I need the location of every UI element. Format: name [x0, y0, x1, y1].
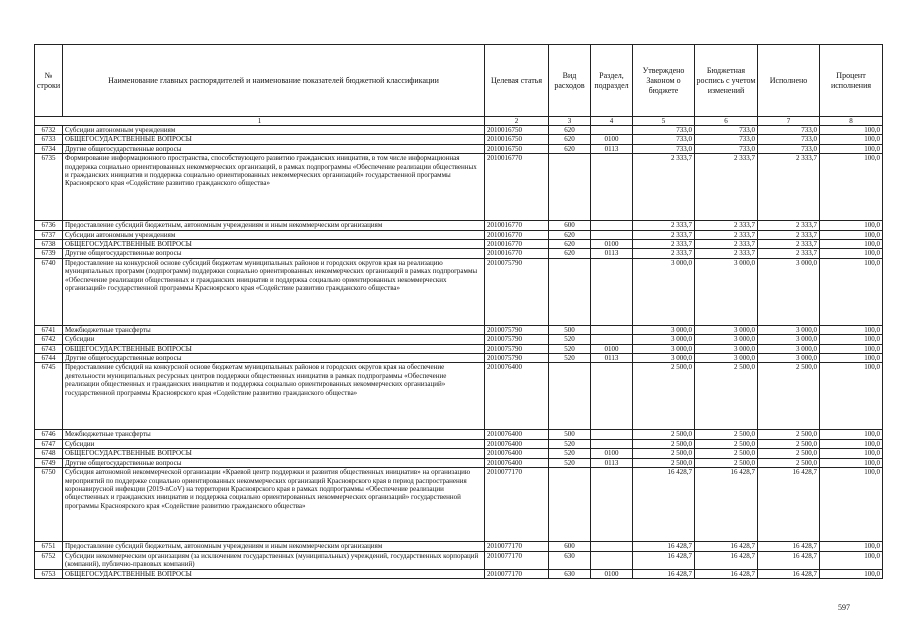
table-row	[35, 135, 883, 144]
row-expense-type: 630	[549, 551, 591, 569]
row-executed: 733,0	[758, 126, 820, 135]
row-section	[591, 154, 633, 221]
row-name: Другие общегосударственные вопросы	[63, 354, 485, 363]
row-budget-list: 3 000,0	[695, 344, 758, 353]
table-row	[35, 439, 883, 448]
row-expense-type: 600	[549, 221, 591, 230]
table-row	[35, 230, 883, 239]
row-section	[591, 551, 633, 569]
row-target: 2010016750	[485, 144, 549, 153]
row-expense-type: 620	[549, 249, 591, 258]
row-number: 6748	[35, 449, 63, 458]
row-percent: 100,0	[820, 344, 883, 353]
row-expense-type: 520	[549, 449, 591, 458]
col-number: 7	[758, 117, 820, 126]
header-name: Наименование главных распорядителей и наименование показателей бюджетной классификации	[63, 45, 485, 117]
row-expense-type: 630	[549, 569, 591, 578]
row-name: Предоставление субсидий бюджетным, автономным учреждениям и иным некоммерческим организациям	[63, 542, 485, 551]
row-percent: 100,0	[820, 221, 883, 230]
row-number: 6739	[35, 249, 63, 258]
row-executed: 2 333,7	[758, 249, 820, 258]
row-approved: 16 428,7	[633, 468, 695, 542]
row-percent: 100,0	[820, 249, 883, 258]
col-number: 3	[549, 117, 591, 126]
row-expense-type: 520	[549, 439, 591, 448]
row-section	[591, 325, 633, 334]
col-number: 4	[591, 117, 633, 126]
row-percent: 100,0	[820, 335, 883, 344]
row-name: ОБЩЕГОСУДАРСТВЕННЫЕ ВОПРОСЫ	[63, 569, 485, 578]
row-number: 6746	[35, 430, 63, 439]
row-expense-type: 620	[549, 135, 591, 144]
table-row	[35, 354, 883, 363]
row-expense-type: 620	[549, 126, 591, 135]
row-name: Субсидии	[63, 335, 485, 344]
row-executed: 2 333,7	[758, 230, 820, 239]
col-number: 5	[633, 117, 695, 126]
row-approved: 2 500,0	[633, 439, 695, 448]
row-number: 6749	[35, 458, 63, 467]
row-approved: 733,0	[633, 144, 695, 153]
row-target: 2010016770	[485, 249, 549, 258]
header-executed: Исполнено	[758, 45, 820, 117]
row-target: 2010077170	[485, 569, 549, 578]
row-executed: 2 500,0	[758, 363, 820, 430]
row-target: 2010077170	[485, 468, 549, 542]
row-budget-list: 3 000,0	[695, 325, 758, 334]
row-executed: 16 428,7	[758, 468, 820, 542]
row-percent: 100,0	[820, 439, 883, 448]
row-target: 2010076400	[485, 430, 549, 439]
row-executed: 733,0	[758, 144, 820, 153]
row-budget-list: 3 000,0	[695, 335, 758, 344]
row-percent: 100,0	[820, 468, 883, 542]
row-number: 6753	[35, 569, 63, 578]
row-name: Субсидии	[63, 439, 485, 448]
row-budget-list: 2 333,7	[695, 249, 758, 258]
row-budget-list: 2 500,0	[695, 458, 758, 467]
row-executed: 2 333,7	[758, 240, 820, 249]
row-section	[591, 126, 633, 135]
row-executed: 3 000,0	[758, 344, 820, 353]
col-number: 2	[485, 117, 549, 126]
row-approved: 3 000,0	[633, 344, 695, 353]
table-row	[35, 325, 883, 334]
row-percent: 100,0	[820, 363, 883, 430]
row-budget-list: 3 000,0	[695, 354, 758, 363]
row-executed: 2 500,0	[758, 458, 820, 467]
row-number: 6735	[35, 154, 63, 221]
row-name: ОБЩЕГОСУДАРСТВЕННЫЕ ВОПРОСЫ	[63, 240, 485, 249]
row-percent: 100,0	[820, 135, 883, 144]
row-name: Межбюджетные трансферты	[63, 325, 485, 334]
row-name: Формирование информационного пространства, способствующего развитию гражданских инициатив, в том числе информационная поддержка социально ориентированных некоммерческих организаций, в рамках подпрограммы «Обеспечение реализации общественных и гражданских инициатив и поддержка социально ориентированных некоммерческих организаций» государственной программы Красноярского края «Содействие развитию гражданского общества»	[63, 154, 485, 221]
row-name: Субсидии некоммерческим организациям (за исключением государственных (муниципальных) учреждений, государственных корпораций (компаний), публично-правовых компаний)	[63, 551, 485, 569]
row-percent: 100,0	[820, 551, 883, 569]
row-number: 6741	[35, 325, 63, 334]
row-approved: 2 500,0	[633, 430, 695, 439]
row-target: 2010075790	[485, 344, 549, 353]
row-budget-list: 2 333,7	[695, 240, 758, 249]
row-approved: 733,0	[633, 135, 695, 144]
header-row-no: № строки	[35, 45, 63, 117]
row-number: 6738	[35, 240, 63, 249]
row-name: Другие общегосударственные вопросы	[63, 249, 485, 258]
row-approved: 3 000,0	[633, 354, 695, 363]
row-budget-list: 16 428,7	[695, 551, 758, 569]
column-number-row	[35, 117, 883, 126]
row-executed: 733,0	[758, 135, 820, 144]
row-target: 2010075790	[485, 335, 549, 344]
row-budget-list: 16 428,7	[695, 468, 758, 542]
row-approved: 2 500,0	[633, 458, 695, 467]
row-target: 2010075790	[485, 258, 549, 325]
row-target: 2010076400	[485, 363, 549, 430]
row-target: 2010076400	[485, 458, 549, 467]
row-approved: 3 000,0	[633, 335, 695, 344]
row-budget-list: 2 500,0	[695, 430, 758, 439]
row-executed: 2 333,7	[758, 154, 820, 221]
table-row	[35, 144, 883, 153]
row-target: 2010016750	[485, 126, 549, 135]
row-budget-list: 2 333,7	[695, 154, 758, 221]
row-executed: 16 428,7	[758, 569, 820, 578]
page-number: 597	[838, 603, 850, 612]
row-number: 6750	[35, 468, 63, 542]
row-percent: 100,0	[820, 154, 883, 221]
header-section: Раздел, подраздел	[591, 45, 633, 117]
row-name: Субсидии автономным учреждениям	[63, 126, 485, 135]
row-approved: 2 333,7	[633, 154, 695, 221]
row-percent: 100,0	[820, 542, 883, 551]
budget-table	[34, 44, 883, 579]
table-row	[35, 344, 883, 353]
table-row	[35, 154, 883, 221]
row-target: 2010077170	[485, 551, 549, 569]
table-header-row	[35, 45, 883, 117]
row-section	[591, 230, 633, 239]
row-name: ОБЩЕГОСУДАРСТВЕННЫЕ ВОПРОСЫ	[63, 135, 485, 144]
row-executed: 2 500,0	[758, 449, 820, 458]
row-name: Предоставление на конкурсной основе субсидий бюджетам муниципальных районов и городских округов края на реализацию муниципальных программ (подпрограмм) поддержки социально ориентированных некоммерческих организаций в рамках подпрограммы «Обеспечение реализации общественных и гражданских инициатив и поддержка социально ориентированных некоммерческих организаций» государственной программы Красноярского края «Содействие развитию гражданского общества»	[63, 258, 485, 325]
row-section: 0113	[591, 249, 633, 258]
row-section	[591, 468, 633, 542]
row-budget-list: 2 333,7	[695, 230, 758, 239]
row-expense-type: 620	[549, 144, 591, 153]
row-number: 6733	[35, 135, 63, 144]
row-expense-type: 520	[549, 344, 591, 353]
col-number: 1	[35, 117, 485, 126]
row-expense-type	[549, 258, 591, 325]
row-approved: 16 428,7	[633, 569, 695, 578]
row-number: 6740	[35, 258, 63, 325]
row-number: 6742	[35, 335, 63, 344]
row-number: 6745	[35, 363, 63, 430]
row-target: 2010016770	[485, 240, 549, 249]
header-expense-type: Вид расходов	[549, 45, 591, 117]
row-budget-list: 733,0	[695, 135, 758, 144]
row-name: Субсидия автономной некоммерческой организации «Краевой центр поддержки и развития общественных инициатив» на организацию мероприятий по поддержке социально ориентированных некоммерческих организаций Красноярского края в период распространения коронавирусной инфекции (2019-nCoV) на территории Красноярского края в рамках подпрограммы «Обеспечение реализации общественных и гражданских инициатив и поддержка социально ориентированных некоммерческих организаций» государственной программы Красноярского края «Содействие развитию гражданского общества»	[63, 468, 485, 542]
row-target: 2010077170	[485, 542, 549, 551]
row-target: 2010016770	[485, 154, 549, 221]
row-budget-list: 16 428,7	[695, 569, 758, 578]
table-row	[35, 335, 883, 344]
row-expense-type: 600	[549, 542, 591, 551]
row-name: ОБЩЕГОСУДАРСТВЕННЫЕ ВОПРОСЫ	[63, 449, 485, 458]
header-budget-list: Бюджетная роспись с учетом изменений	[695, 45, 758, 117]
row-approved: 2 333,7	[633, 249, 695, 258]
row-number: 6734	[35, 144, 63, 153]
row-name: Другие общегосударственные вопросы	[63, 458, 485, 467]
header-target: Целевая статья	[485, 45, 549, 117]
row-approved: 16 428,7	[633, 551, 695, 569]
row-number: 6736	[35, 221, 63, 230]
row-section: 0113	[591, 144, 633, 153]
table-row	[35, 468, 883, 542]
row-approved: 3 000,0	[633, 325, 695, 334]
table-row	[35, 449, 883, 458]
row-approved: 2 500,0	[633, 363, 695, 430]
row-approved: 2 333,7	[633, 240, 695, 249]
row-approved: 2 333,7	[633, 230, 695, 239]
row-number: 6744	[35, 354, 63, 363]
row-executed: 2 500,0	[758, 439, 820, 448]
table-row	[35, 258, 883, 325]
row-executed: 16 428,7	[758, 542, 820, 551]
row-approved: 2 333,7	[633, 221, 695, 230]
row-percent: 100,0	[820, 569, 883, 578]
row-target: 2010076400	[485, 439, 549, 448]
header-approved: Утверждено Законом о бюджете	[633, 45, 695, 117]
row-budget-list: 16 428,7	[695, 542, 758, 551]
table-row	[35, 363, 883, 430]
table-row	[35, 249, 883, 258]
row-approved: 733,0	[633, 126, 695, 135]
table-row	[35, 551, 883, 569]
row-percent: 100,0	[820, 240, 883, 249]
row-section: 0100	[591, 240, 633, 249]
row-section	[591, 363, 633, 430]
row-section: 0100	[591, 569, 633, 578]
row-section	[591, 221, 633, 230]
row-percent: 100,0	[820, 126, 883, 135]
row-section	[591, 542, 633, 551]
table-body	[35, 126, 883, 579]
row-target: 2010075790	[485, 354, 549, 363]
row-percent: 100,0	[820, 230, 883, 239]
table-row	[35, 542, 883, 551]
row-number: 6743	[35, 344, 63, 353]
row-executed: 2 333,7	[758, 221, 820, 230]
row-expense-type: 520	[549, 458, 591, 467]
row-percent: 100,0	[820, 449, 883, 458]
row-percent: 100,0	[820, 354, 883, 363]
header-percent: Процент исполнения	[820, 45, 883, 117]
row-target: 2010016770	[485, 221, 549, 230]
row-number: 6747	[35, 439, 63, 448]
row-number: 6732	[35, 126, 63, 135]
row-expense-type: 520	[549, 354, 591, 363]
row-budget-list: 2 500,0	[695, 439, 758, 448]
table-row	[35, 458, 883, 467]
row-expense-type	[549, 363, 591, 430]
row-number: 6752	[35, 551, 63, 569]
row-name: Предоставление субсидий на конкурсной основе бюджетам муниципальных районов и городских округов края на обеспечение деятельности муниципальных ресурсных центров поддержки общественных инициатив в рамках подпрограммы «Обеспечение реализации общественных и гражданских инициатив и поддержка социально ориентированных некоммерческих организаций» государственной программы Красноярского края «Содействие развитию гражданского общества»	[63, 363, 485, 430]
row-name: ОБЩЕГОСУДАРСТВЕННЫЕ ВОПРОСЫ	[63, 344, 485, 353]
row-section: 0100	[591, 135, 633, 144]
row-name: Другие общегосударственные вопросы	[63, 144, 485, 153]
row-budget-list: 2 500,0	[695, 363, 758, 430]
row-number: 6737	[35, 230, 63, 239]
row-section	[591, 335, 633, 344]
row-percent: 100,0	[820, 458, 883, 467]
row-section	[591, 430, 633, 439]
row-name: Предоставление субсидий бюджетным, автономным учреждениям и иным некоммерческим организациям	[63, 221, 485, 230]
row-expense-type: 500	[549, 325, 591, 334]
row-budget-list: 733,0	[695, 144, 758, 153]
row-approved: 3 000,0	[633, 258, 695, 325]
row-section: 0113	[591, 458, 633, 467]
row-section	[591, 258, 633, 325]
col-number: 6	[695, 117, 758, 126]
row-budget-list: 3 000,0	[695, 258, 758, 325]
table-row	[35, 221, 883, 230]
row-percent: 100,0	[820, 325, 883, 334]
row-executed: 3 000,0	[758, 325, 820, 334]
row-percent: 100,0	[820, 430, 883, 439]
row-expense-type: 500	[549, 430, 591, 439]
row-executed: 3 000,0	[758, 354, 820, 363]
row-executed: 2 500,0	[758, 430, 820, 439]
table-row	[35, 430, 883, 439]
row-approved: 2 500,0	[633, 449, 695, 458]
table-row	[35, 126, 883, 135]
row-budget-list: 2 500,0	[695, 449, 758, 458]
row-expense-type: 620	[549, 240, 591, 249]
row-expense-type: 620	[549, 230, 591, 239]
table-row	[35, 240, 883, 249]
row-budget-list: 733,0	[695, 126, 758, 135]
row-name: Межбюджетные трансферты	[63, 430, 485, 439]
row-name: Субсидии автономным учреждениям	[63, 230, 485, 239]
row-expense-type	[549, 468, 591, 542]
row-executed: 3 000,0	[758, 258, 820, 325]
row-target: 2010016770	[485, 230, 549, 239]
row-percent: 100,0	[820, 144, 883, 153]
row-section: 0100	[591, 344, 633, 353]
row-target: 2010016750	[485, 135, 549, 144]
table-row	[35, 569, 883, 578]
row-section: 0113	[591, 354, 633, 363]
row-budget-list: 2 333,7	[695, 221, 758, 230]
col-number: 8	[820, 117, 883, 126]
row-target: 2010075790	[485, 325, 549, 334]
row-percent: 100,0	[820, 258, 883, 325]
row-expense-type	[549, 154, 591, 221]
row-section	[591, 439, 633, 448]
row-target: 2010076400	[485, 449, 549, 458]
row-expense-type: 520	[549, 335, 591, 344]
row-approved: 16 428,7	[633, 542, 695, 551]
row-executed: 16 428,7	[758, 551, 820, 569]
row-executed: 3 000,0	[758, 335, 820, 344]
row-number: 6751	[35, 542, 63, 551]
row-section: 0100	[591, 449, 633, 458]
